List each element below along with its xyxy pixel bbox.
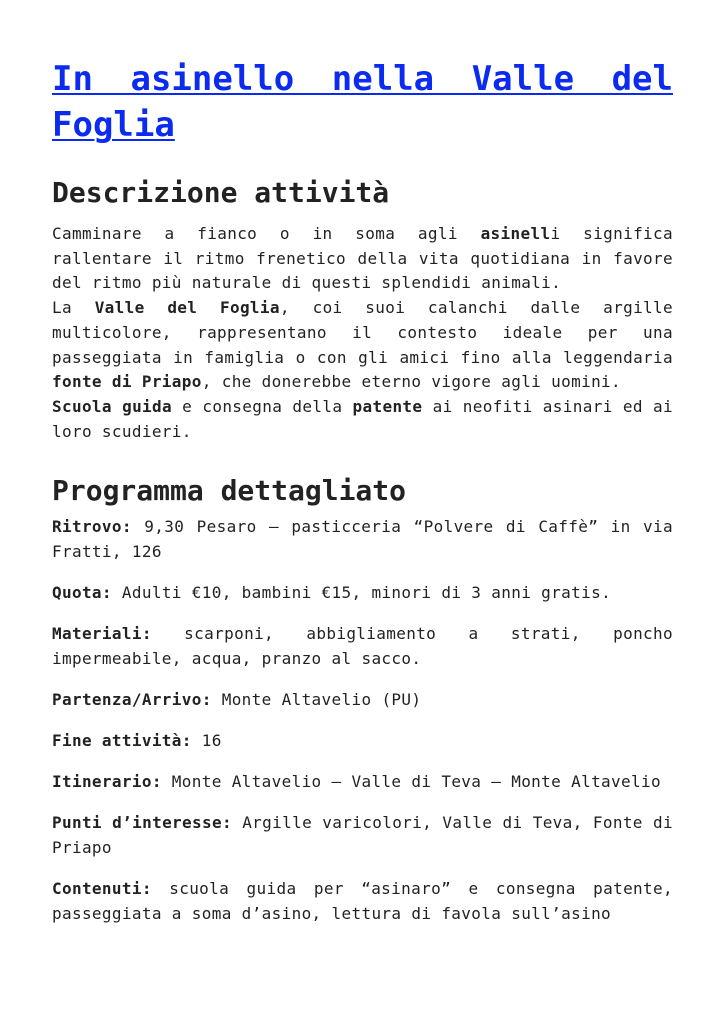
desc-bold-patente: patente (352, 396, 423, 416)
item-label: Contenuti: (52, 879, 152, 899)
desc-text: ai neofiti asinari ed ai (422, 396, 673, 416)
item-value: Monte Altavelio – Valle di Teva – Monte Altavelio (161, 772, 661, 792)
item-label: Fine attività: (52, 731, 192, 751)
program-list (52, 514, 673, 926)
item-line (52, 810, 673, 835)
desc-line (52, 296, 673, 321)
item-value: Argille varicolori, Valle di Teva, Fonte di (231, 813, 673, 833)
item-value: Monte Altavelio (PU) (211, 690, 422, 710)
desc-text: , che donerebbe eterno vigore agli uomini. (201, 372, 622, 392)
item-line: Fratti, 126 (52, 542, 162, 562)
program-item-contenuti (52, 876, 673, 926)
program-item-fine (52, 728, 673, 753)
item-label: Ritrovo: (52, 517, 132, 537)
item-line (52, 514, 673, 539)
program-item-ritrovo (52, 514, 673, 564)
desc-line: multicolore, rappresentano il contesto ideale per una (52, 322, 673, 342)
desc-text: La (52, 298, 95, 318)
item-line (52, 876, 673, 901)
item-label: Quota: (52, 583, 112, 603)
program-item-quota (52, 580, 673, 605)
desc-line: loro scudieri. (52, 421, 192, 441)
desc-line: passeggiata in famiglia o con gli amici fino alla leggendaria (52, 347, 673, 367)
item-label: Punti d’interesse: (52, 813, 232, 833)
desc-bold-fonte: fonte di Priapo (52, 372, 202, 392)
desc-text: Camminare a fianco o in soma agli (52, 224, 481, 243)
item-value: 16 (191, 731, 222, 751)
item-line: impermeabile, acqua, pranzo al sacco. (52, 649, 422, 669)
desc-bold-scuola: Scuola guida (52, 396, 172, 416)
item-value: scuola guida per “asinaro” e consegna patente, (151, 879, 673, 899)
title-link[interactable]: In asinello nella Valle del Foglia (52, 59, 673, 145)
article (52, 0, 673, 942)
item-line (52, 621, 673, 646)
desc-line (52, 395, 673, 420)
item-value: scarponi, abbigliamento a strati, poncho (151, 624, 673, 644)
desc-bold-asinelli: asinell (480, 224, 551, 243)
item-value: 9,30 Pesaro – pasticceria “Polvere di Caffè” in via (131, 517, 673, 537)
program-heading: Programma dettagliato (52, 474, 407, 508)
item-line: Priapo (52, 838, 112, 858)
desc-line: rallentare il ritmo frenetico della vita quotidiana in favore (52, 248, 673, 268)
item-label: Materiali: (52, 624, 152, 644)
item-label: Itinerario: (52, 772, 162, 792)
desc-text: i significa (550, 224, 673, 243)
program-item-partenza (52, 687, 673, 712)
item-line: passeggiata a soma d’asino, lettura di favola sull’asino (52, 904, 612, 924)
page-title (52, 56, 673, 148)
desc-text: e consegna della (172, 396, 353, 416)
description-heading: Descrizione attività (52, 176, 390, 209)
desc-text: , coi suoi calanchi dalle argille (279, 298, 673, 318)
desc-bold-valle: Valle del Foglia (94, 298, 280, 318)
program-item-materiali (52, 621, 673, 671)
desc-line: del ritmo più naturale di questi splendidi animali. (52, 273, 562, 293)
desc-line (52, 222, 673, 247)
program-item-itinerario (52, 769, 673, 794)
description-body (52, 222, 673, 444)
program-item-punti (52, 810, 673, 860)
item-value: Adulti €10, bambini €15, minori di 3 anni gratis. (111, 583, 612, 603)
desc-line (52, 370, 673, 395)
item-label: Partenza/Arrivo: (52, 690, 212, 710)
